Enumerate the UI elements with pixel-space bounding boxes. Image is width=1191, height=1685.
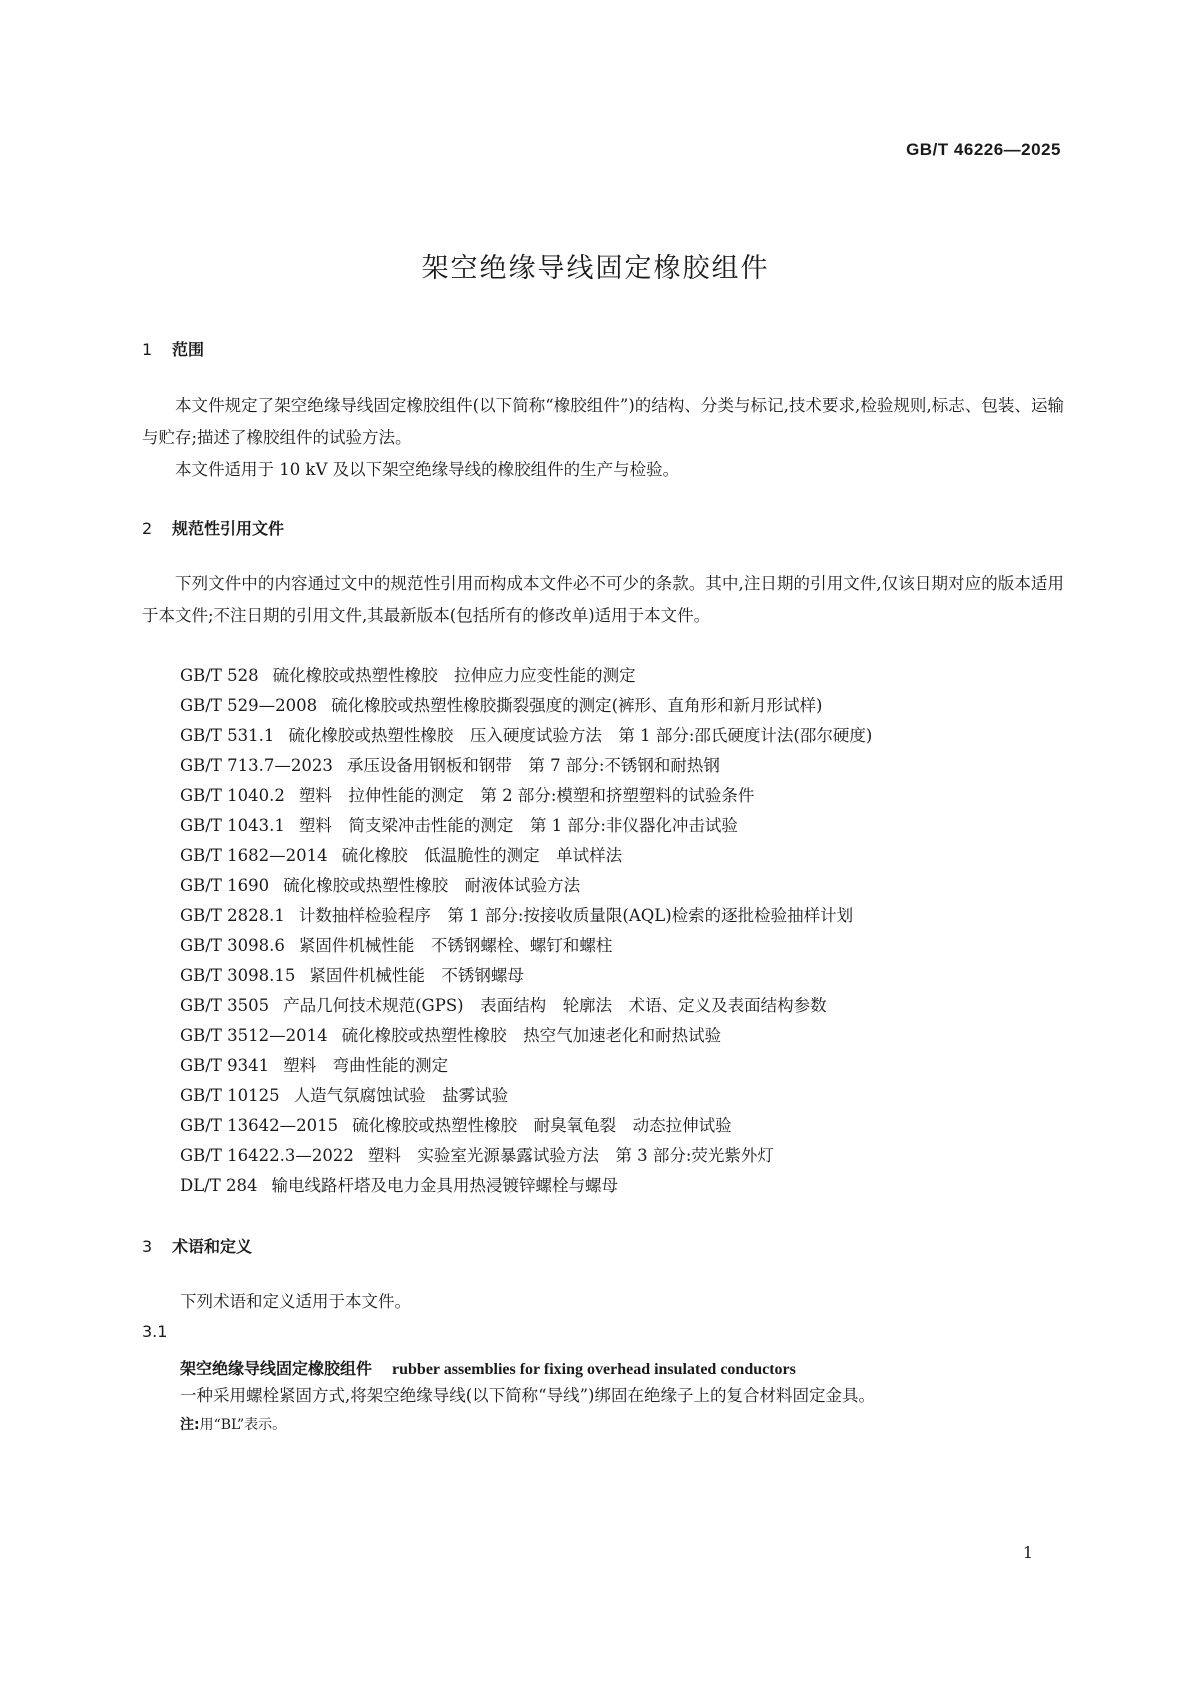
reference-item bbox=[180, 1140, 774, 1172]
reference-title: 硫化橡胶或热塑性橡胶 压入硬度试验方法 第 1 部分:邵氏硬度计法(邵尔硬度) bbox=[288, 726, 873, 745]
reference-code: GB/T 1040.2 bbox=[180, 786, 285, 805]
section-1-heading bbox=[142, 337, 204, 360]
reference-title: 紧固件机械性能 不锈钢螺栓、螺钉和螺柱 bbox=[298, 936, 613, 955]
reference-code: GB/T 1690 bbox=[180, 876, 270, 895]
section-2-title: 规范性引用文件 bbox=[172, 519, 285, 538]
term-entry-number: 3.1 bbox=[142, 1322, 168, 1341]
reference-code: GB/T 10125 bbox=[180, 1086, 280, 1105]
reference-title: 硫化橡胶 低温脆性的测定 单试样法 bbox=[341, 846, 623, 865]
note-text: 用“BL”表示。 bbox=[199, 1417, 287, 1433]
reference-title: 承压设备用钢板和钢带 第 7 部分:不锈钢和耐热钢 bbox=[346, 756, 720, 775]
reference-item bbox=[180, 660, 636, 692]
reference-item bbox=[180, 990, 827, 1022]
reference-code: DL/T 284 bbox=[180, 1176, 258, 1195]
reference-code: GB/T 16422.3—2022 bbox=[180, 1146, 354, 1165]
reference-item bbox=[180, 780, 754, 812]
reference-title: 塑料 简支梁冲击性能的测定 第 1 部分:非仪器化冲击试验 bbox=[298, 816, 738, 835]
reference-code: GB/T 13642—2015 bbox=[180, 1116, 339, 1135]
reference-title: 塑料 实验室光源暴露试验方法 第 3 部分:荧光紫外灯 bbox=[367, 1146, 774, 1165]
normative-references-intro: 下列文件中的内容通过文中的规范性引用而构成本文件必不可少的条款。其中,注日期的引用文件,仅该日期对应的版本适用于本文件;不注日期的引用文件,其最新版本(包括所有的修改单)适用于本文件。 bbox=[142, 574, 1064, 625]
reference-code: GB/T 9341 bbox=[180, 1056, 270, 1075]
note-label: 注: bbox=[180, 1417, 200, 1433]
reference-code: GB/T 3505 bbox=[180, 996, 270, 1015]
reference-code: GB/T 1043.1 bbox=[180, 816, 285, 835]
reference-title: 计数抽样检验程序 第 1 部分:按接收质量限(AQL)检索的逐批检验抽样计划 bbox=[298, 906, 854, 925]
term-chinese: 架空绝缘导线固定橡胶组件 bbox=[180, 1359, 373, 1378]
reference-item bbox=[180, 810, 738, 842]
reference-title: 硫化橡胶或热塑性橡胶 耐臭氧龟裂 动态拉伸试验 bbox=[352, 1116, 732, 1135]
reference-item bbox=[180, 1110, 732, 1142]
reference-title: 塑料 弯曲性能的测定 bbox=[283, 1056, 449, 1075]
scope-paragraph-1: 本文件规定了架空绝缘导线固定橡胶组件(以下简称“橡胶组件”)的结构、分类与标记,技术要求,检验规则,标志、包装、运输与贮存;描述了橡胶组件的试验方法。 bbox=[142, 396, 1064, 447]
reference-item bbox=[180, 720, 872, 752]
reference-item bbox=[180, 900, 853, 932]
page-number: 1 bbox=[1022, 1543, 1033, 1562]
document-title: 架空绝缘导线固定橡胶组件 bbox=[421, 253, 770, 284]
section-3-heading bbox=[142, 1234, 252, 1257]
reference-title: 产品几何技术规范(GPS) 表面结构 轮廓法 术语、定义及表面结构参数 bbox=[283, 996, 827, 1015]
reference-item bbox=[180, 690, 822, 722]
reference-item bbox=[180, 840, 622, 872]
reference-code: GB/T 3098.15 bbox=[180, 966, 296, 985]
reference-item bbox=[180, 1050, 448, 1082]
reference-title: 紧固件机械性能 不锈钢螺母 bbox=[309, 966, 524, 985]
term-definition: 一种采用螺栓紧固方式,将架空绝缘导线(以下简称“导线”)绑固在绝缘子上的复合材料固定金具。 bbox=[180, 1386, 875, 1405]
reference-title: 硫化橡胶或热塑性橡胶 耐液体试验方法 bbox=[283, 876, 581, 895]
reference-item bbox=[180, 960, 524, 992]
reference-title: 输电线路杆塔及电力金具用热浸镀锌螺栓与螺母 bbox=[271, 1176, 618, 1195]
term-english: rubber assemblies for fixing overhead insulated conductors bbox=[392, 1361, 796, 1378]
reference-title: 硫化橡胶或热塑性橡胶 热空气加速老化和耐热试验 bbox=[341, 1026, 722, 1045]
section-3-title: 术语和定义 bbox=[172, 1237, 253, 1256]
section-3-number: 3 bbox=[142, 1237, 153, 1256]
reference-item bbox=[180, 1020, 721, 1052]
term-note bbox=[180, 1414, 286, 1434]
reference-item bbox=[180, 750, 720, 782]
scope-paragraph-2: 本文件适用于 10 kV 及以下架空绝缘导线的橡胶组件的生产与检验。 bbox=[175, 460, 680, 479]
reference-code: GB/T 713.7—2023 bbox=[180, 756, 333, 775]
reference-title: 塑料 拉伸性能的测定 第 2 部分:模塑和挤塑塑料的试验条件 bbox=[298, 786, 755, 805]
reference-item bbox=[180, 1170, 618, 1202]
reference-code: GB/T 529—2008 bbox=[180, 696, 318, 715]
reference-code: GB/T 1682—2014 bbox=[180, 846, 328, 865]
reference-item bbox=[180, 870, 580, 902]
reference-title: 人造气氛腐蚀试验 盐雾试验 bbox=[293, 1086, 509, 1105]
section-1-number: 1 bbox=[142, 340, 153, 359]
reference-title: 硫化橡胶或热塑性橡胶撕裂强度的测定(裤形、直角形和新月形试样) bbox=[331, 696, 823, 715]
section-2-heading bbox=[142, 516, 284, 539]
reference-code: GB/T 531.1 bbox=[180, 726, 275, 745]
reference-code: GB/T 3512—2014 bbox=[180, 1026, 328, 1045]
terms-intro: 下列术语和定义适用于本文件。 bbox=[180, 1292, 411, 1311]
reference-title: 硫化橡胶或热塑性橡胶 拉伸应力应变性能的测定 bbox=[272, 666, 636, 685]
reference-item bbox=[180, 930, 612, 962]
standard-code: GB/T 46226—2025 bbox=[906, 140, 1061, 159]
reference-code: GB/T 3098.6 bbox=[180, 936, 285, 955]
reference-code: GB/T 528 bbox=[180, 666, 259, 685]
reference-item bbox=[180, 1080, 508, 1112]
reference-code: GB/T 2828.1 bbox=[180, 906, 285, 925]
section-2-number: 2 bbox=[142, 519, 153, 538]
section-1-title: 范围 bbox=[172, 340, 205, 359]
term-entry bbox=[180, 1356, 796, 1379]
